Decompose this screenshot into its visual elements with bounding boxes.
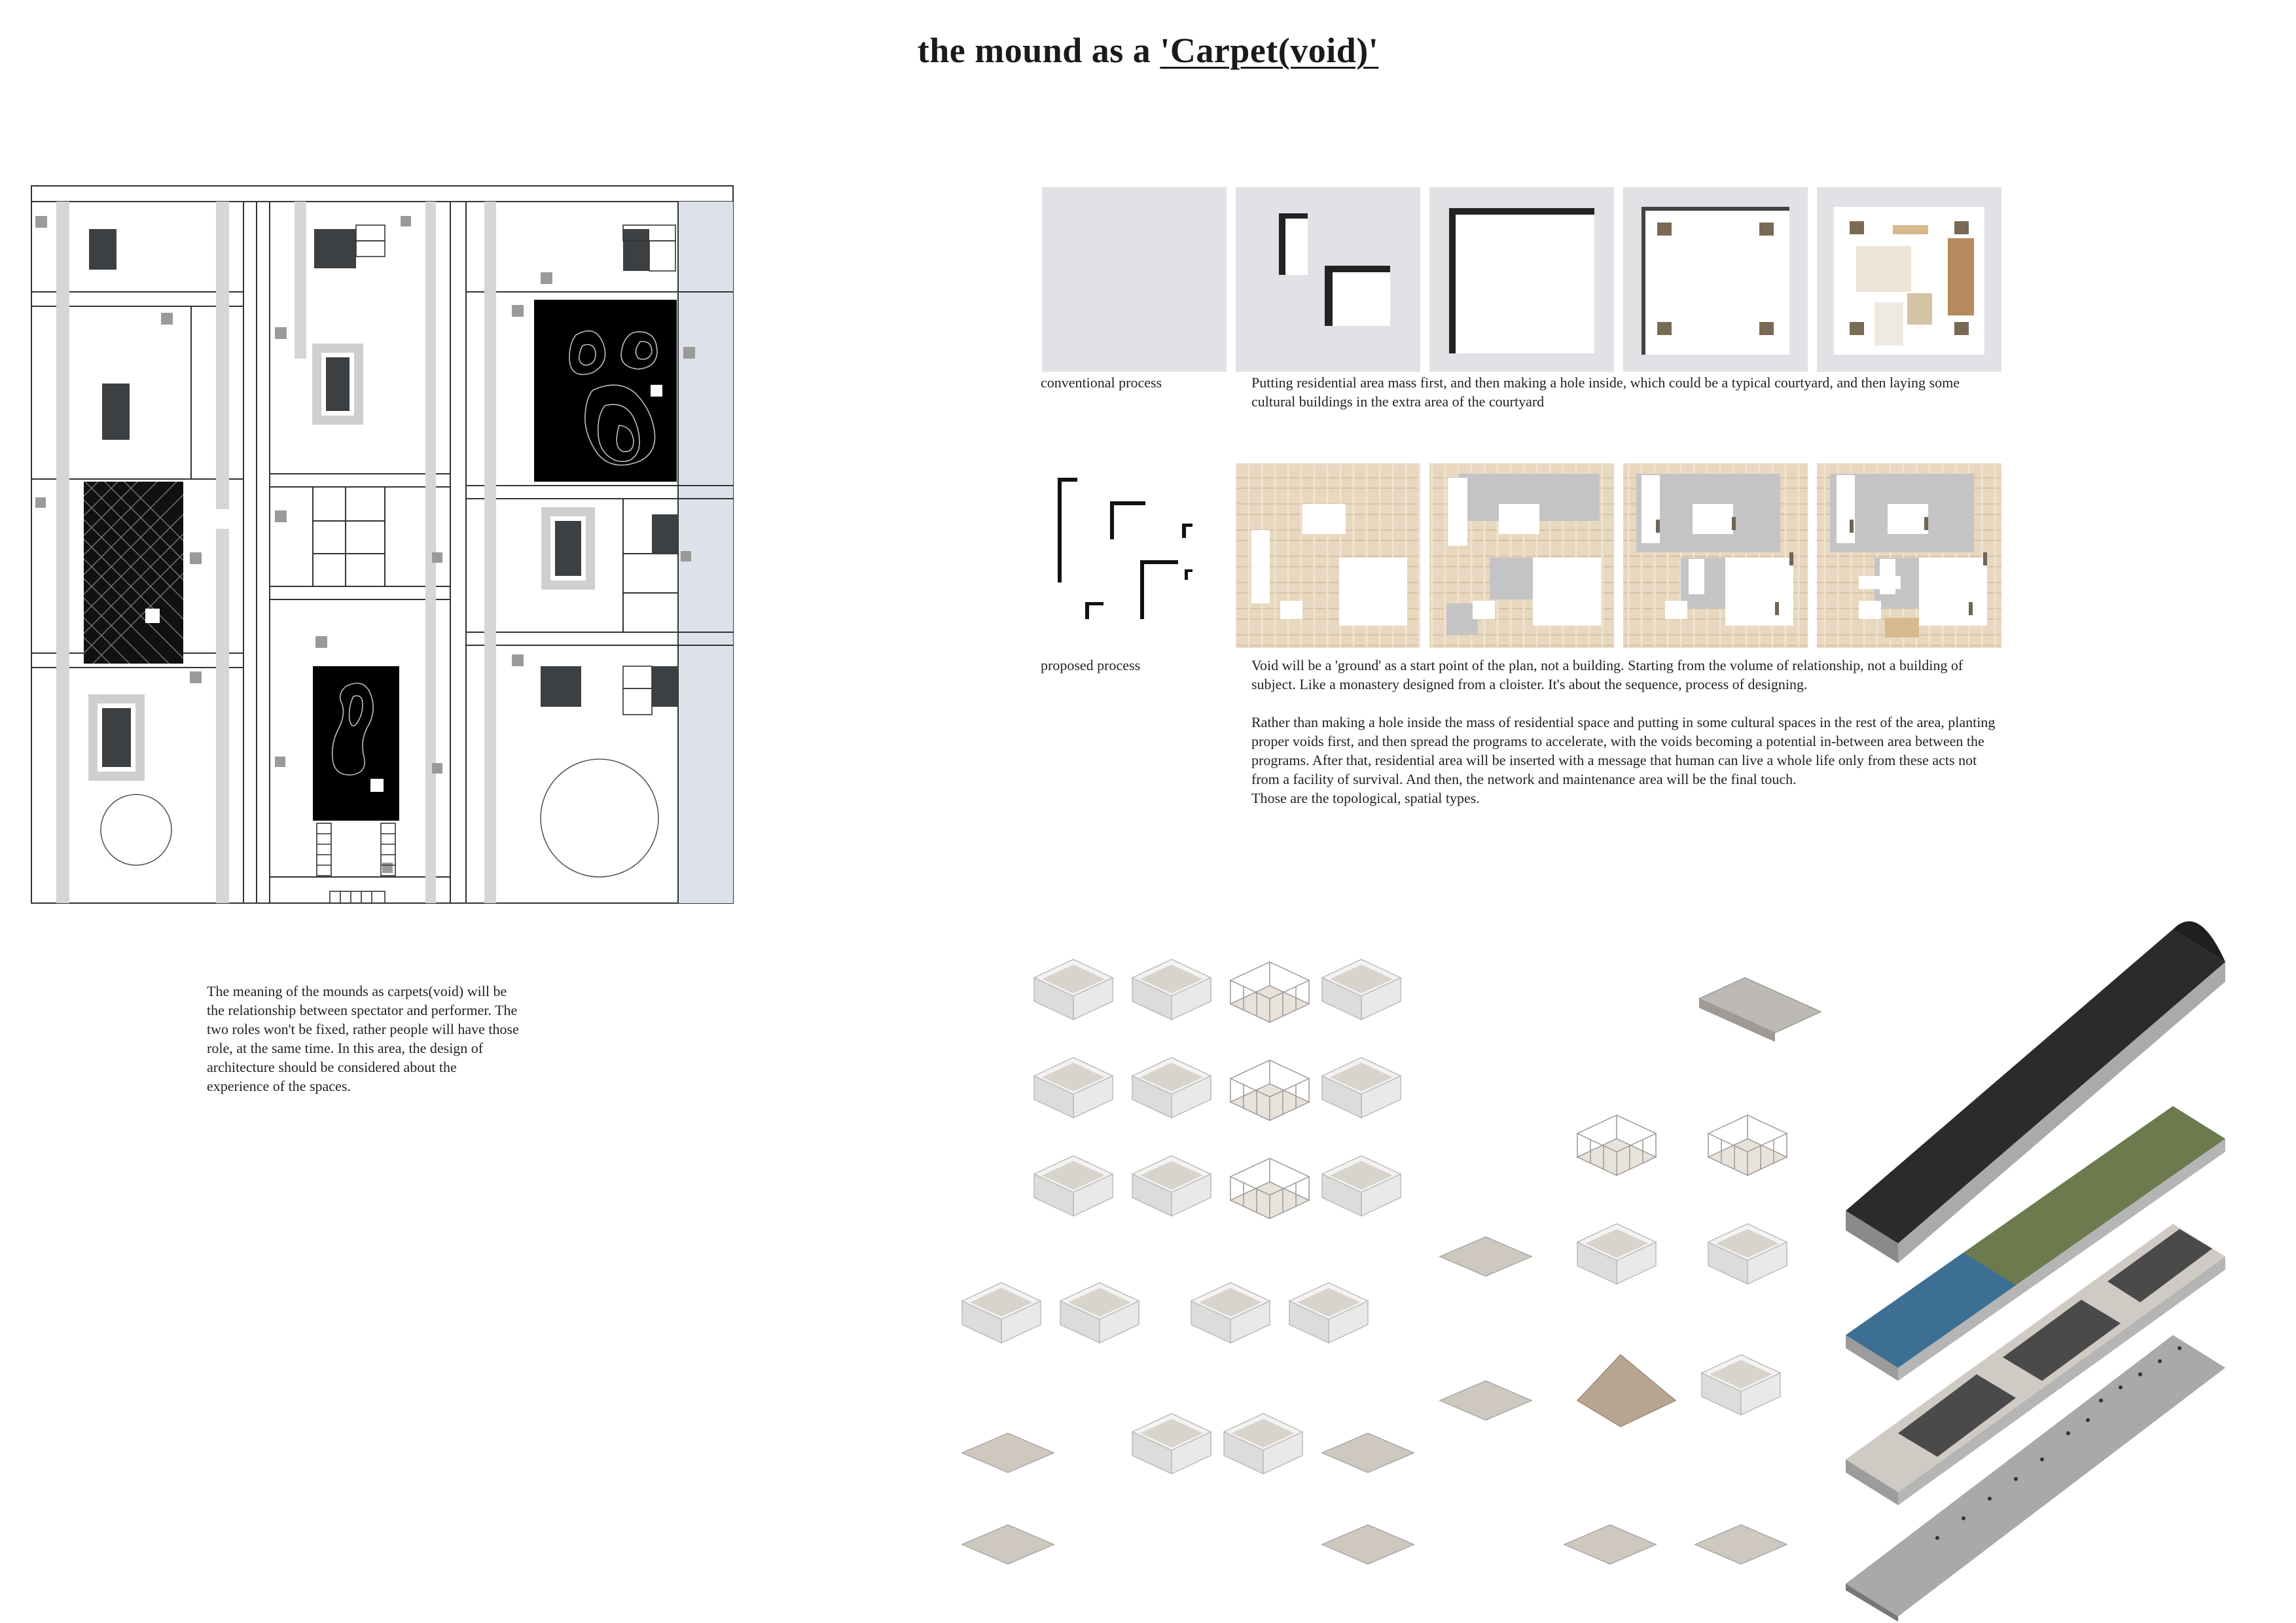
plan-contours <box>332 331 657 776</box>
page-title: the mound as a 'Carpet(void)' <box>917 31 1379 70</box>
plan-voids <box>84 300 677 821</box>
conventional-label: conventional process <box>1041 374 1162 391</box>
axo-middle-pieces <box>1440 978 1821 1564</box>
voids-diagram <box>1058 478 1193 619</box>
proposed-tile-3 <box>1623 463 1808 648</box>
plan-frames <box>93 348 590 776</box>
plan-drawing <box>31 186 733 903</box>
proposed-tile-1 <box>1236 463 1420 648</box>
tile-4 <box>1623 187 1808 372</box>
proposed-label: proposed process <box>1041 657 1141 673</box>
plan-circles <box>101 759 658 877</box>
tile-3 <box>1429 187 1614 372</box>
conventional-caption: Putting residential area mass first, and then making a hole inside, which could be a typical courtyard, and then laying some cultural buildings in the extra area of the courtyard <box>1251 374 1960 410</box>
plan-masses <box>89 229 678 767</box>
meaning-paragraph: The meaning of the mounds as carpets(void) will be the relationship between spectator and performer. The two roles won't be fixed, rather people will have those role, at the same time. In this area, the design of architecture should be considered about the experience of the spaces. <box>207 983 519 1094</box>
title-highlight: 'Carpet(void)' <box>1160 31 1379 70</box>
tile-2 <box>1236 187 1420 372</box>
plan-stairs <box>317 823 395 903</box>
proposed-paragraph-1: Void will be a 'ground' as a start point of the plan, not a building. Starting from the volume of relationship, not a building of subject. Like a monastery designed from a cloister. It's about the sequence, process of designing. <box>1251 657 1964 692</box>
proposed-tile-2 <box>1429 463 1614 648</box>
plan-subrooms <box>356 225 675 715</box>
axo-layers <box>1846 921 2225 1622</box>
proposed-tile-4 <box>1817 463 2001 648</box>
plan-hatch <box>0 482 308 665</box>
tile-1 <box>1042 187 1227 372</box>
plan-markers <box>35 216 695 873</box>
plan-bands <box>56 202 496 903</box>
tile-5 <box>1817 187 2001 372</box>
axo-box-grid <box>962 959 1414 1564</box>
proposed-paragraph-2: Rather than making a hole inside the mass of residential space and putting in some cultural spaces in the rest of the area, planting proper voids first, and then spread the programs to accelerate, with the voids becoming a potential in-between area between the programs. After that, residential area will be inserted with a message that human can live a whole life only from these acts not from a facility of survival. And then, the network and maintenance area will be the final touch. Those are the topological, spatial types. <box>1251 714 1996 806</box>
proposed-description <box>1251 656 2004 827</box>
plan-white-squares <box>145 385 662 792</box>
